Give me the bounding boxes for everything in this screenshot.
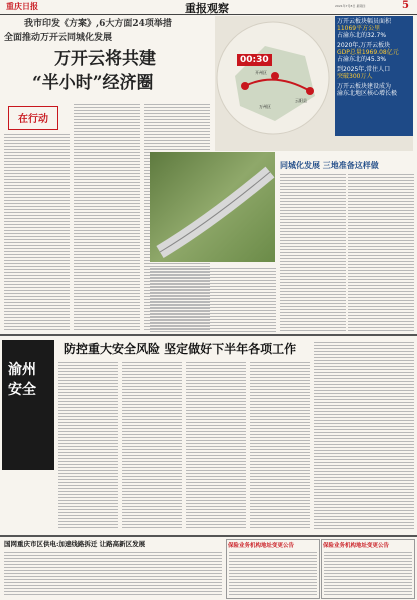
right-body-col2 xyxy=(348,172,414,332)
lead-headline-line2: “半小时”经济圈 xyxy=(32,73,154,93)
stats-panel xyxy=(335,16,413,136)
infographic-panel xyxy=(215,16,413,151)
page-number: 5 xyxy=(402,0,409,11)
highway-photo xyxy=(150,152,275,262)
city-kaizhou: 开州区 xyxy=(255,70,267,75)
stat3-value: 突破300万人 xyxy=(337,73,373,80)
mid-col3 xyxy=(186,360,246,530)
lead-headline-line1: 万开云将共建 xyxy=(54,49,156,69)
city-wanzhou: 万州区 xyxy=(259,104,271,109)
infographic-caption: 同城化发展 三地准备这样做 xyxy=(280,160,379,170)
lead-body-col2 xyxy=(74,102,140,332)
right-body-col1 xyxy=(280,172,346,332)
highway-graphic xyxy=(150,152,275,262)
footer-right-headline2: 保险业务机构地址变更公告 xyxy=(323,543,390,549)
stat4-value: 渝东北地区核心增长极 xyxy=(337,90,398,97)
mid-col4 xyxy=(250,360,310,530)
stat1-label: 万开云板块幅员面积 xyxy=(337,18,392,25)
paper-name: 重庆日报 xyxy=(6,1,38,11)
stat1-value: 11069平方公里 xyxy=(337,25,381,32)
feature-badge xyxy=(8,106,58,130)
mid-headline: 防控重大安全风险 坚定做好下半年各项工作 xyxy=(64,342,297,356)
issue-date: 2021年7月8日 星期四 xyxy=(335,4,366,8)
footer-right-box1 xyxy=(226,539,320,599)
footer-right-box2 xyxy=(321,539,415,599)
mid-body xyxy=(150,266,276,332)
mid-col2 xyxy=(122,360,182,530)
feature-badge-text: 在行动 xyxy=(18,114,48,125)
city-yunyang: 云阳县 xyxy=(295,98,307,103)
stat2-label: 2020年,万开云板块 xyxy=(337,42,391,49)
map-graphic xyxy=(215,16,335,136)
stat1-share: 占渝东北的32.7% xyxy=(337,32,387,39)
masthead xyxy=(0,0,417,15)
footer-left-headline: 国网重庆市区供电:加速线路拆迁 让路高新区发展 xyxy=(4,540,146,548)
time-badge xyxy=(237,54,272,66)
mid-col5 xyxy=(314,340,414,530)
footer-right-body1 xyxy=(229,550,317,596)
footer-right-body2 xyxy=(324,550,412,596)
lead-kicker: 我市印发《方案》,6大方面24项举措 xyxy=(24,19,172,29)
stat2-share: 占渝东北的45.3% xyxy=(337,56,387,63)
stat3-label: 到2025年,常住人口 xyxy=(337,66,391,73)
footer-right-headline1: 保险业务机构地址变更公告 xyxy=(228,543,295,549)
lead-subkicker: 全面推动万开云同城化发展 xyxy=(4,33,113,43)
footer-divider xyxy=(0,535,417,537)
time-badge-text: 00:30 xyxy=(240,55,269,65)
stat2-value: GDP总量1969.08亿元 xyxy=(337,49,399,56)
side-banner xyxy=(2,340,54,470)
section-divider xyxy=(0,334,417,336)
lead-block xyxy=(4,16,214,102)
footer-left-body xyxy=(4,550,222,596)
section-title: 重报观察 xyxy=(185,2,229,15)
lead-body-col1 xyxy=(4,132,70,332)
stat4-label: 万开云板块建设成为 xyxy=(337,83,392,90)
side-banner-text: 渝州安全 xyxy=(8,362,36,398)
mid-col1 xyxy=(58,360,118,530)
